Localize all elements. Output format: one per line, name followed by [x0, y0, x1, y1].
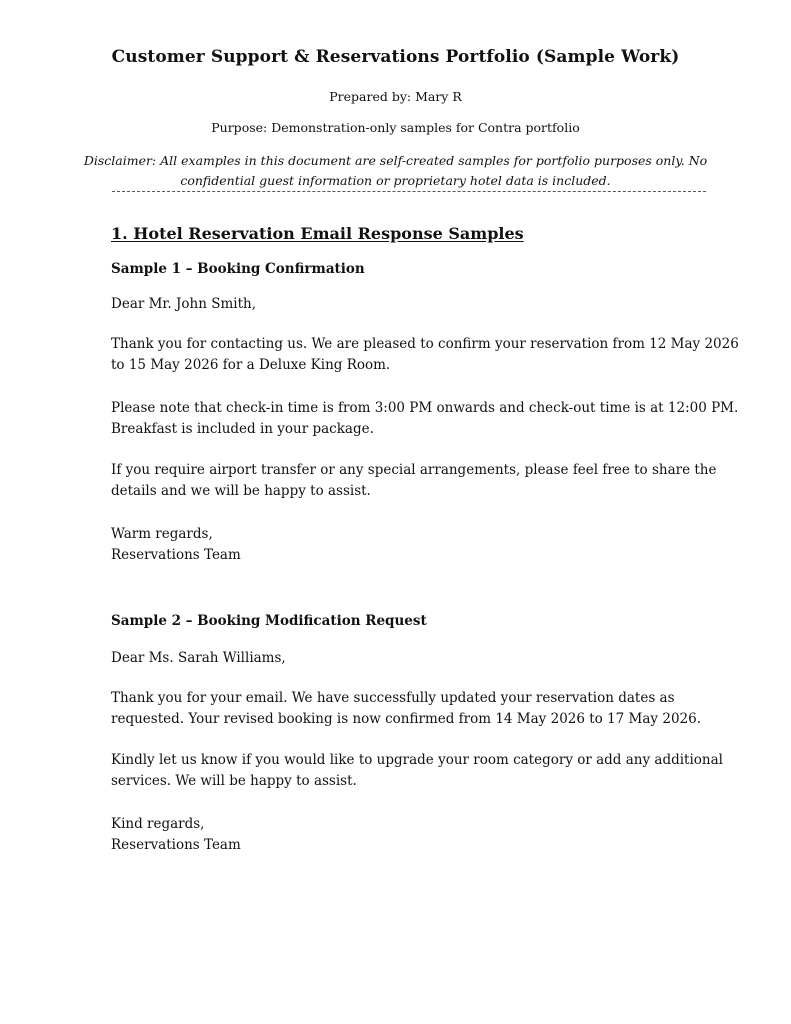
purpose-line: Purpose: Demonstration-only samples for Contra portfolio: [211, 120, 580, 135]
sample-1-paragraph-2: Please note that check-in time is from 3:00 PM onwards and check-out time is at 12:00 PM. Breakfast is included in your package.: [111, 400, 739, 437]
disclaimer-line-1: Disclaimer: All examples in this document are self-created samples for portfolio purposes only. No: [83, 153, 708, 168]
sample-2-heading: Sample 2 – Booking Modification Request: [111, 613, 427, 629]
sample-1-greeting: Dear Mr. John Smith,: [111, 296, 256, 312]
sample-1-paragraph-3: If you require airport transfer or any special arrangements, please feel free to share the details and we will be happy to assist.: [111, 462, 717, 499]
document-title: Customer Support & Reservations Portfolio (Sample Work): [111, 47, 680, 67]
sample-2-paragraph-2: Kindly let us know if you would like to upgrade your room category or add any additional services. We will be happy to assist.: [111, 752, 723, 789]
sample-2-greeting: Dear Ms. Sarah Williams,: [111, 650, 286, 666]
dashed-divider: [112, 191, 706, 192]
sample-2-paragraph-1: Thank you for your email. We have successfully updated your reservation dates as requested. Your revised booking is now confirmed from 14 May 2026 to 17 May 2026.: [111, 690, 701, 727]
section-heading: 1. Hotel Reservation Email Response Samples: [111, 224, 524, 243]
disclaimer: [0, 151, 791, 191]
sample-1-signoff: Warm regards, Reservations Team: [111, 526, 241, 563]
sample-1-paragraph-1: Thank you for contacting us. We are pleased to confirm your reservation from 12 May 2026 to 15 May 2026 for a Deluxe King Room.: [111, 336, 739, 373]
sample-2-signoff: Kind regards, Reservations Team: [111, 816, 241, 853]
prepared-by: Prepared by: Mary R: [329, 89, 462, 104]
disclaimer-line-2: confidential guest information or proprietary hotel data is included.: [180, 173, 611, 188]
sample-1-heading: Sample 1 – Booking Confirmation: [111, 261, 365, 277]
